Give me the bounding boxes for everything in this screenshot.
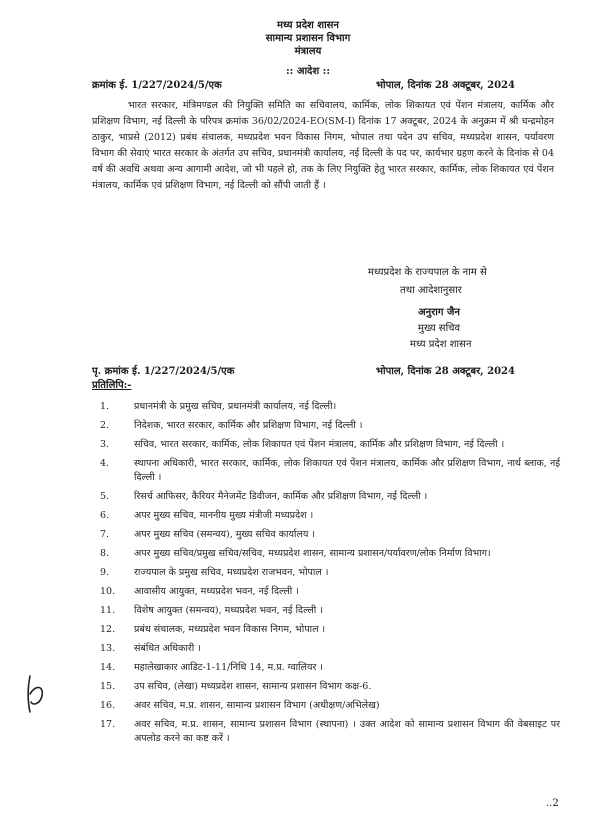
signature-line1: मध्यप्रदेश के राज्यपाल के नाम से [368, 267, 487, 278]
list-item: 11. विशेष आयुक्त (समन्वय), मध्यप्रदेश भवन, नई दिल्ली । [100, 605, 323, 616]
list-item: 10. आवासीय आयुक्त, मध्यप्रदेश भवन, नई दिल्ली । [100, 586, 299, 597]
order-number: क्रमांक ई. 1/227/2024/5/एक [92, 80, 222, 91]
list-item: 13. संबंधित अधिकारी । [100, 643, 201, 654]
page-number: ..2 [546, 798, 559, 809]
list-item: 14. महालेखाकार आडिट-1-11/निधि 14, म.प्र. ग्वालियर । [100, 662, 323, 673]
list-item: 4. स्थापना अधिकारी, भारत सरकार, कार्मिक, लोक शिकायत एवं पेंशन मंत्रालय, कार्मिक और प्रशिक्षण विभाग, नार्थ ब्लाक, नई दिल्ली । [100, 458, 560, 483]
copy-place-date: भोपाल, दिनांक 28 अक्टूबर, 2024 [376, 366, 515, 377]
copy-number: पृ. क्रमांक ई. 1/227/2024/5/एक [92, 366, 235, 377]
list-item: 16. अवर सचिव, म.प्र. शासन, सामान्य प्रशासन विभाग (अधीक्षण/अभिलेख) [100, 700, 380, 711]
header-state-govt: मध्य प्रदेश शासन [276, 20, 339, 31]
signatory-name: अनुराग जैन [418, 307, 460, 318]
list-item: 8. अपर मुख्य सचिव/प्रमुख सचिव/सचिव, मध्यप्रदेश शासन, सामान्य प्रशासन/पर्यावरण/लोक निर्माण विभाग। [100, 548, 491, 559]
list-item: 2. निदेशक, भारत सरकार, कार्मिक और प्रशिक्षण विभाग, नई दिल्ली । [100, 420, 363, 431]
header-ministry: मंत्रालय [294, 46, 322, 57]
signatory-govt: मध्य प्रदेश शासन [410, 339, 472, 350]
list-item: 3. सचिव, भारत सरकार, कार्मिक, लोक शिकायत एवं पेंशन मंत्रालय, कार्मिक और प्रशिक्षण विभाग, नई दिल्ली । [100, 439, 505, 450]
list-item: 6. अपर मुख्य सचिव, माननीय मुख्य मंत्रीजी मध्यप्रदेश । [100, 510, 314, 521]
signatory-designation: मुख्य सचिव [418, 323, 461, 334]
signature-line2: तथा आदेशानुसार [400, 285, 462, 296]
copy-recipient-list [100, 400, 560, 751]
order-title: :: आदेश :: [285, 66, 331, 77]
copy-label: प्रतिलिपि:- [92, 380, 132, 391]
list-item: 17. अवर सचिव, म.प्र. शासन, सामान्य प्रशासन विभाग (स्थापना) । उक्त आदेश को सामान्य प्रशासन विभाग की वेबसाइट पर अपलोड करने का कष्ट करें । [100, 719, 560, 744]
order-body: भारत सरकार, मंत्रिमण्डल की नियुक्ति समिति का सचिवालय, कार्मिक, लोक शिकायत एवं पेंशन मंत्रालय, कार्मिक और प्रशिक्षण विभाग, नई दिल्ली के परिपत्र क्रमांक 36/02/2024-EO(SM-I) दिनांक 17 अक्टूबर, 2024 के अनुक्रम में श्री चन्द्रमोहन ठाकुर, भाप्रसे (2012) प्रबंध संचालक, मध्यप्रदेश भवन विकास निगम, भोपाल तथा पदेन उप सचिव, मध्यप्रदेश शासन, पर्यावरण विभाग की सेवाएं भारत सरकार के अंतर्गत उप सचिव, प्रधानमंत्री कार्यालय, नई दिल्ली के पद पर, कार्यभार ग्रहण करने के दिनांक से 04 वर्ष की अवधि अथवा अन्य आगामी आदेश, जो भी पहले हो, तक के लिए नियुक्ति हेतु भारत सरकार, कार्मिक, लोक शिकायत एवं पेंशन मंत्रालय, कार्मिक एवं प्रशिक्षण विभाग, नई दिल्ली को सौंपी जाती हैं । [92, 100, 554, 191]
list-item: 9. राज्यपाल के प्रमुख सचिव, मध्यप्रदेश राजभवन, भोपाल । [100, 567, 329, 578]
list-item: 15. उप सचिव, (लेखा) मध्यप्रदेश शासन, सामान्य प्रशासन विभाग कक्ष-6. [100, 681, 372, 692]
handwritten-initial-mark [24, 672, 48, 716]
list-item: 7. अपर मुख्य सचिव (समन्वय), मुख्य सचिव कार्यालय । [100, 529, 316, 540]
order-place-date: भोपाल, दिनांक 28 अक्टूबर, 2024 [376, 80, 515, 91]
list-item: 12. प्रबंध संचालक, मध्यप्रदेश भवन विकास निगम, भोपाल । [100, 624, 326, 635]
list-item: 1. प्रधानमंत्री के प्रमुख सचिव, प्रधानमंत्री कार्यालय, नई दिल्ली। [100, 401, 337, 412]
header-department: सामान्य प्रशासन विभाग [265, 33, 351, 44]
list-item: 5. रिसर्च आफिसर, कैरियर मैनेजमेंट डिवीजन, कार्मिक और प्रशिक्षण विभाग, नई दिल्ली । [100, 491, 428, 502]
